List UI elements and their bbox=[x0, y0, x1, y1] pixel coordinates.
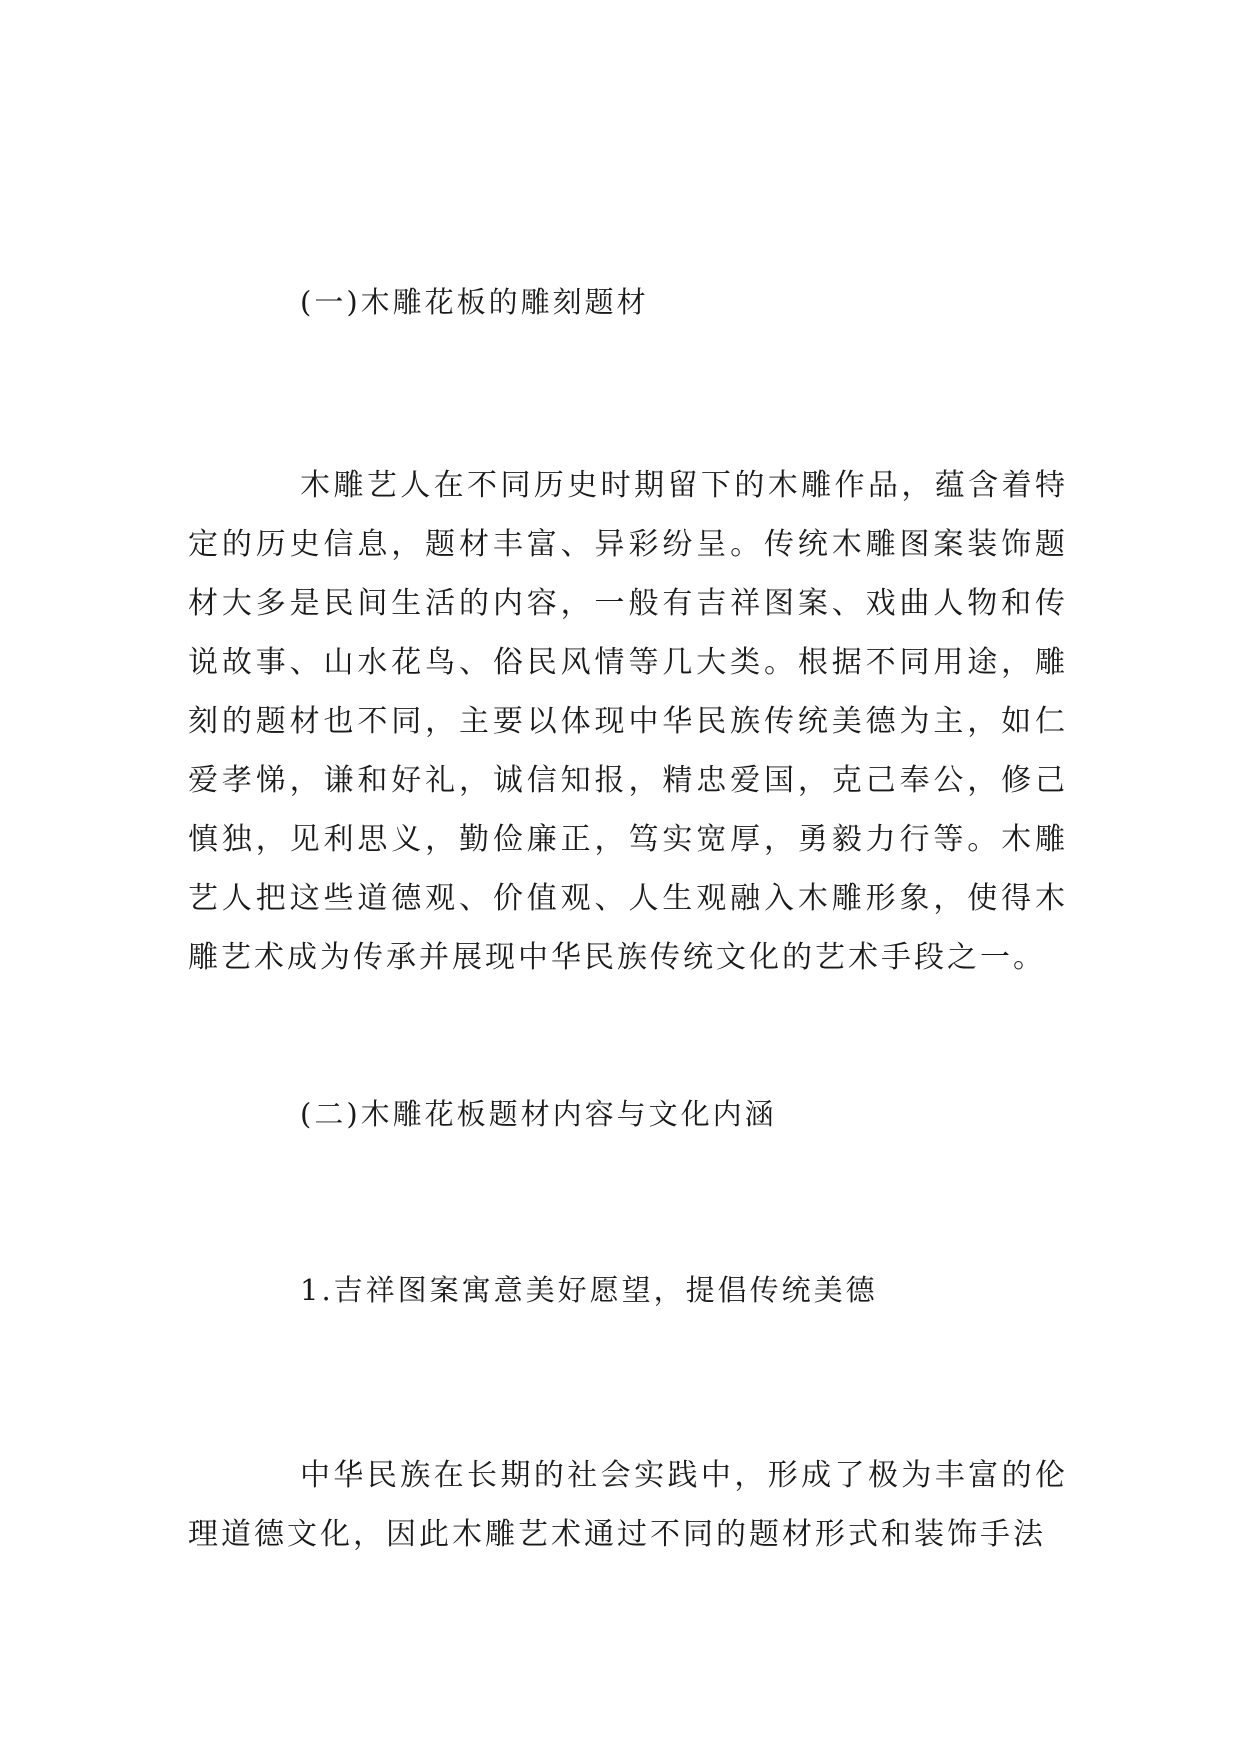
subsection-heading-auspicious-patterns: 1.吉祥图案寓意美好愿望，提倡传统美德 bbox=[300, 1273, 878, 1307]
paragraph-moral-culture: 中华民族在长期的社会实践中，形成了极为丰富的伦理道德文化，因此木雕艺术通过不同的题材形式和装饰手法 bbox=[188, 1458, 1068, 1552]
section-heading-content-and-culture: (二)木雕花板题材内容与文化内涵 bbox=[300, 1097, 777, 1131]
paragraph-carving-themes: 木雕艺人在不同历史时期留下的木雕作品，蕴含着特定的历史信息，题材丰富、异彩纷呈。传统木雕图案装饰题材大多是民间生活的内容，一般有吉祥图案、戏曲人物和传说故事、山水花鸟、俗民风情等几大类。根据不同用途，雕刻的题材也不同，主要以体现中华民族传统美德为主，如仁爱孝悌，谦和好礼，诚信知报，精忠爱国，克己奉公，修己慎独，见利思义，勤俭廉正，笃实宽厚，勇毅力行等。木雕艺人把这些道德观、价值观、人生观融入木雕形象，使得木雕艺术成为传承并展现中华民族传统文化的艺术手段之一。 bbox=[188, 468, 1068, 975]
section-heading-carving-themes: (一)木雕花板的雕刻题材 bbox=[300, 285, 649, 319]
